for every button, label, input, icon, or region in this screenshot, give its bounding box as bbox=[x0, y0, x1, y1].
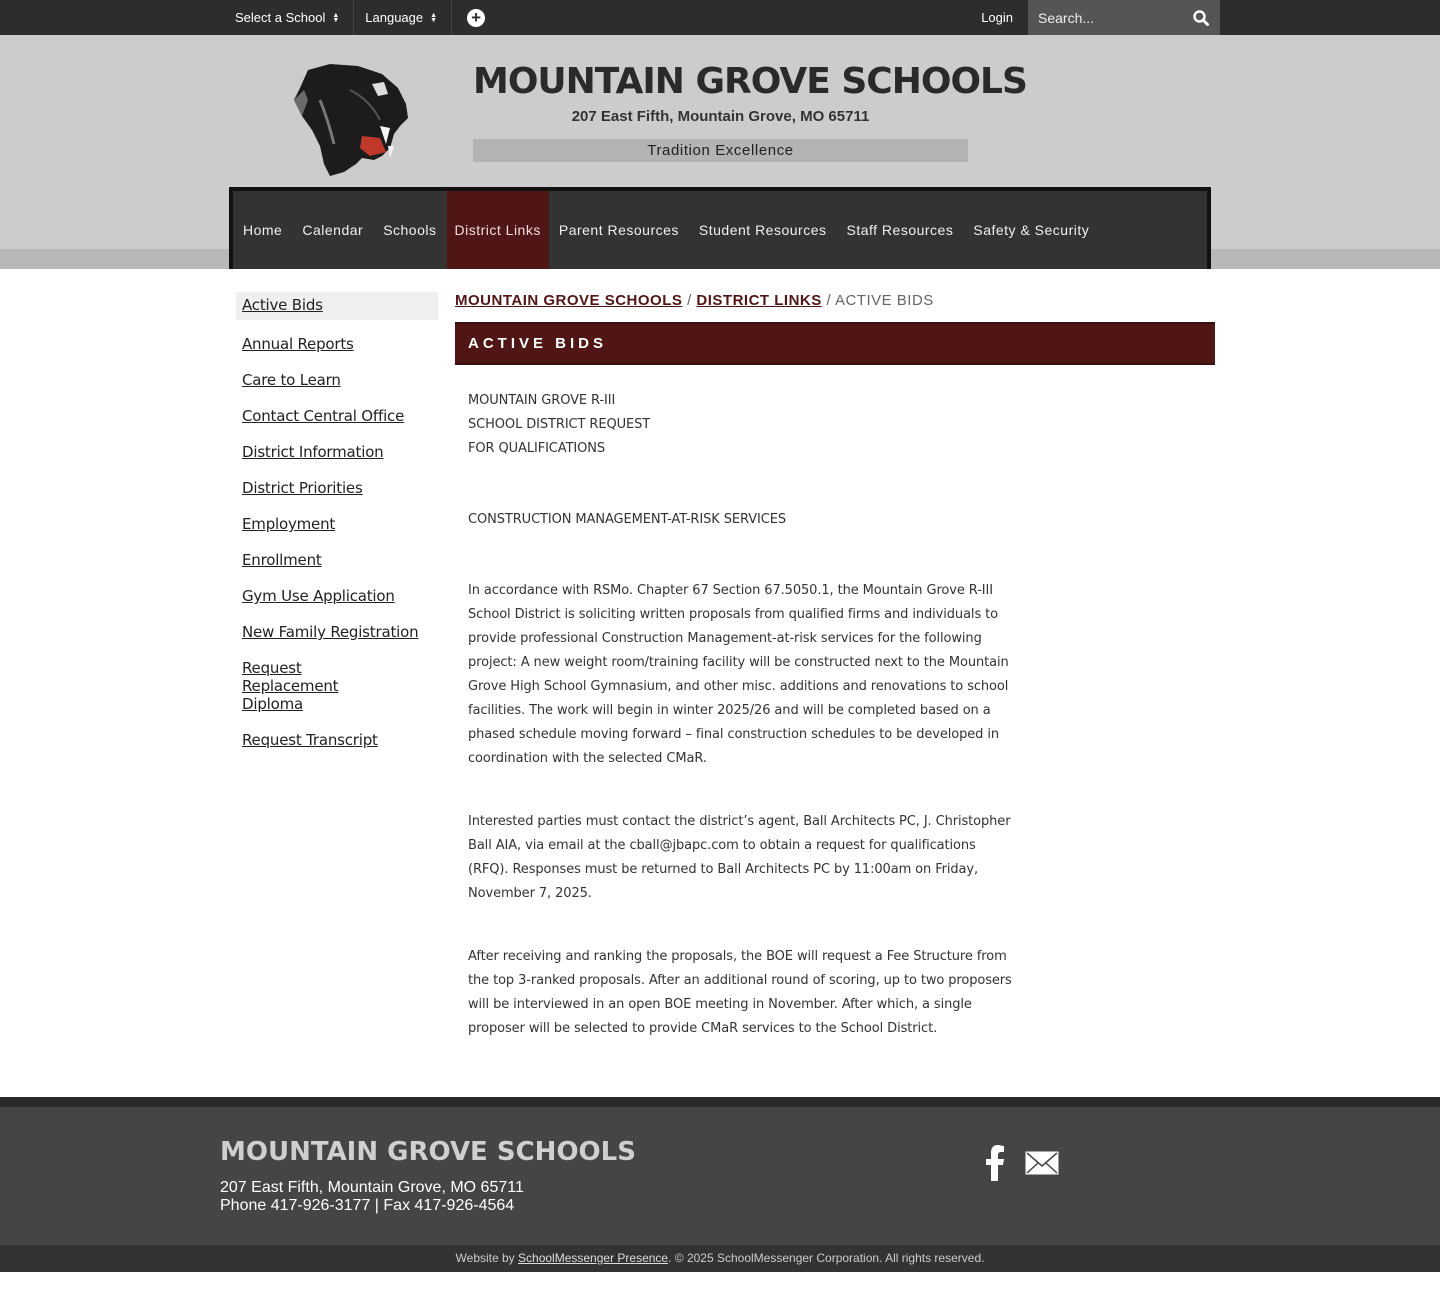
sidebar-item-active-bids[interactable]: Active Bids bbox=[236, 292, 438, 320]
sidebar-item-gym-use-application[interactable]: Gym Use Application bbox=[242, 587, 395, 605]
panther-logo[interactable] bbox=[290, 60, 412, 178]
article bbox=[455, 292, 1215, 1064]
sidebar-item-request-transcript[interactable]: Request Transcript bbox=[242, 731, 378, 749]
sort-arrows-icon: ▲ ▼ bbox=[430, 11, 438, 24]
intro-line: MOUNTAIN GROVE R-III bbox=[468, 393, 616, 408]
nav-item-staff-resources[interactable]: Staff Resources bbox=[846, 222, 954, 238]
credit-prefix: Website by bbox=[455, 1251, 515, 1265]
login-link[interactable]: Login bbox=[981, 10, 1013, 25]
search-box bbox=[1028, 0, 1220, 35]
sidebar-item-employment[interactable]: Employment bbox=[242, 515, 336, 533]
footer-contact bbox=[220, 1179, 524, 1215]
top-utility-bar bbox=[0, 0, 1440, 35]
search-icon[interactable] bbox=[1192, 9, 1210, 27]
body-paragraph: After receiving and ranking the proposals, the BOE will request a Fee Structure from the top 3-ranked proposals. After an additional round of scoring, up to two proposers will be interviewed in an open BOE meeting in November. After which, a single proposer will be selected to provide CMaR services to the School District. bbox=[468, 949, 1012, 1036]
footer-address: 207 East Fifth, Mountain Grove, MO 65711 bbox=[220, 1179, 524, 1196]
copyright-text: . © 2025 SchoolMessenger Corporation. All rights reserved. bbox=[668, 1251, 985, 1265]
main-content-area bbox=[0, 269, 1440, 1097]
nav-item-district-links[interactable]: District Links bbox=[447, 191, 549, 269]
nav-item-safety-security[interactable]: Safety & Security bbox=[973, 222, 1090, 238]
breadcrumb-section-link[interactable]: DISTRICT LINKS bbox=[696, 292, 822, 309]
email-icon[interactable] bbox=[1025, 1151, 1059, 1180]
sidebar-item-request-replacement-diploma[interactable]: Request Replacement Diploma bbox=[242, 659, 339, 713]
sidebar-item-district-priorities[interactable]: District Priorities bbox=[242, 479, 363, 497]
language-select-label: Language bbox=[365, 10, 424, 25]
plus-circle-icon[interactable]: + bbox=[467, 9, 485, 27]
search-input[interactable] bbox=[1038, 10, 1192, 26]
breadcrumb bbox=[455, 292, 1215, 322]
site-title[interactable]: MOUNTAIN GROVE SCHOOLS bbox=[473, 61, 1027, 102]
main-nav bbox=[229, 187, 1211, 269]
facebook-icon[interactable] bbox=[985, 1145, 1005, 1186]
footer-divider bbox=[0, 1097, 1440, 1107]
site-header bbox=[0, 35, 1440, 269]
breadcrumb-separator: / bbox=[687, 292, 692, 309]
copyright-bar bbox=[0, 1245, 1440, 1272]
body-paragraph: In accordance with RSMo. Chapter 67 Section 67.5050.1, the Mountain Grove R-III School District is soliciting written proposals from qualified firms and individuals to provide professional Construction Management-at-risk services for the following project: A new weight room/training facility will be constructed next to the Mountain Grove High School Gymnasium, and other misc. additions and renovations to school facilities. The work will begin in winter 2025/26 and will be completed based on a phased schedule moving forward – final construction schedules to be developed in coordination with the selected CMaR. bbox=[468, 583, 1009, 766]
footer-title: MOUNTAIN GROVE SCHOOLS bbox=[220, 1137, 636, 1167]
sidebar-item-district-information[interactable]: District Information bbox=[242, 443, 384, 461]
site-tagline: Tradition Excellence bbox=[473, 139, 968, 162]
sidebar-nav bbox=[236, 292, 438, 764]
nav-item-home[interactable]: Home bbox=[243, 222, 283, 238]
sidebar-item-care-to-learn[interactable]: Care to Learn bbox=[242, 371, 341, 389]
sidebar-item-contact-central-office[interactable]: Contact Central Office bbox=[242, 407, 405, 425]
sidebar-item-new-family-registration[interactable]: New Family Registration bbox=[242, 623, 419, 641]
nav-item-parent-resources[interactable]: Parent Resources bbox=[558, 222, 679, 238]
footer-phone-fax: Phone 417-926-3177 | Fax 417-926-4564 bbox=[220, 1197, 515, 1214]
site-footer bbox=[0, 1107, 1440, 1245]
article-body bbox=[455, 365, 1025, 1041]
sort-arrows-icon: ▲ ▼ bbox=[332, 11, 340, 24]
social-links bbox=[985, 1145, 1059, 1186]
nav-item-calendar[interactable]: Calendar bbox=[302, 222, 364, 238]
schoolmessenger-link[interactable]: SchoolMessenger Presence bbox=[518, 1251, 669, 1265]
nav-item-student-resources[interactable]: Student Resources bbox=[698, 222, 827, 238]
page-title: ACTIVE BIDS bbox=[455, 322, 1215, 365]
body-paragraph: Interested parties must contact the district’s agent, Ball Architects PC, J. Christopher Ball AIA, via email at the cball@jbapc.com to obtain a request for qualifications (RFQ). Responses must be returned to Ball Architects PC by 11:00am on Friday, November 7, 2025. bbox=[468, 814, 1011, 901]
breadcrumb-current: ACTIVE BIDS bbox=[834, 292, 934, 309]
site-address: 207 East Fifth, Mountain Grove, MO 65711 bbox=[571, 108, 870, 125]
nav-item-schools[interactable]: Schools bbox=[383, 222, 437, 238]
sidebar-item-annual-reports[interactable]: Annual Reports bbox=[242, 335, 354, 353]
school-select-label: Select a School bbox=[235, 10, 326, 25]
school-select[interactable] bbox=[224, 0, 354, 35]
intro-line: FOR QUALIFICATIONS bbox=[468, 441, 606, 456]
breadcrumb-separator: / bbox=[826, 292, 832, 309]
sidebar-item-enrollment[interactable]: Enrollment bbox=[242, 551, 322, 569]
language-select[interactable] bbox=[354, 0, 452, 35]
breadcrumb-home-link[interactable]: MOUNTAIN GROVE SCHOOLS bbox=[455, 292, 683, 309]
subject-line: CONSTRUCTION MANAGEMENT-AT-RISK SERVICES bbox=[468, 512, 786, 527]
intro-line: SCHOOL DISTRICT REQUEST bbox=[468, 417, 651, 432]
